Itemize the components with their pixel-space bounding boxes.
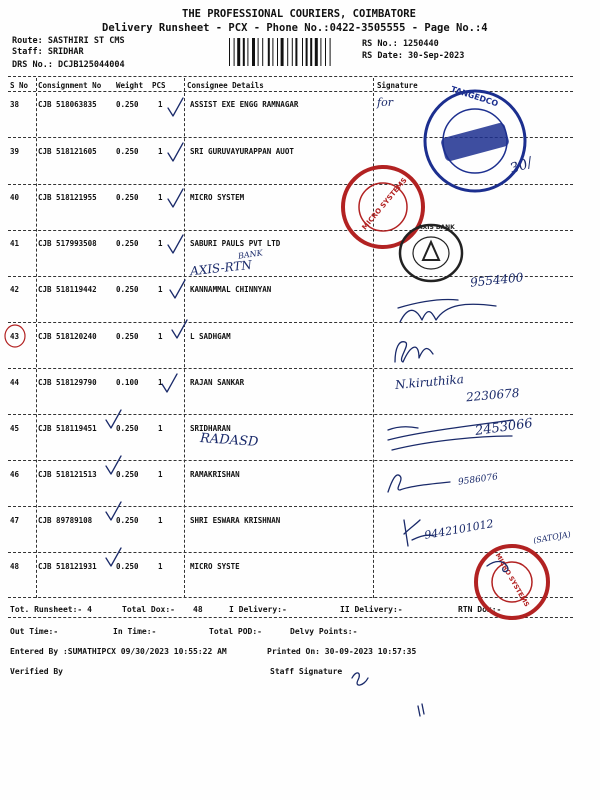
row-weight: 0.100: [116, 378, 139, 387]
total-pod: Total POD:-: [209, 627, 262, 636]
row-consignee: RAMAKRISHAN: [190, 470, 240, 479]
row-weight: 0.250: [116, 562, 139, 571]
staff-signature-label: Staff Signature: [270, 667, 343, 676]
out-time: Out Time:-: [10, 627, 59, 636]
ink-mark-icon: [418, 704, 424, 716]
row-consignee: SRI GURUVAYURAPPAN AUOT: [190, 147, 294, 156]
row-consignment: CJB 89789108: [38, 516, 93, 525]
ii-delivery: II Delivery:-: [340, 605, 403, 614]
handwritten-phone: 9442101012: [423, 517, 495, 542]
row-sno: 38: [10, 100, 20, 109]
row-weight: 0.250: [116, 332, 139, 341]
row-weight: 0.250: [116, 193, 139, 202]
row-consignment: CJB 518120240: [38, 332, 97, 341]
verified-by: Verified By: [10, 667, 63, 676]
row-sno: 40: [10, 193, 20, 202]
row-pcs: 1: [158, 470, 163, 479]
row-sno: 39: [10, 147, 20, 156]
rs-number: RS No.: 1250440: [362, 39, 439, 49]
in-time: In Time:-: [113, 627, 157, 636]
handwritten-note: for: [377, 96, 393, 109]
row-consignment: CJB 517993508: [38, 239, 97, 248]
col-weight: Weight: [116, 81, 144, 90]
tot-runsheet: Tot. Runsheet:- 4: [10, 605, 92, 614]
row-consignment: CJB 518129790: [38, 378, 97, 387]
stamp-text: AXIS BANK: [418, 224, 455, 231]
row-sno: 46: [10, 470, 20, 479]
entered-by: Entered By :SUMATHIPCX 09/30/2023 10:55:22 AM: [10, 647, 227, 656]
row-pcs: 1: [158, 424, 163, 433]
handwritten-name: (SATOJA): [532, 529, 572, 546]
handwritten-name: N.kiruthika: [394, 372, 465, 392]
total-dox-value: 48: [193, 605, 203, 614]
stamp-text: MICRO SYSTEMS: [360, 176, 409, 232]
row-consignment: CJB 518121955: [38, 193, 97, 202]
route-label: Route: SASTHIRI ST CMS: [12, 36, 125, 46]
row-weight: 0.250: [116, 147, 139, 156]
rs-date: RS Date: 30-Sep-2023: [362, 51, 465, 61]
handwritten-axis-rtn: AXIS-RTN: [189, 257, 253, 279]
signature-icon: [388, 420, 513, 450]
checkmark-icon: [106, 410, 121, 428]
checkmark-icon: [168, 235, 183, 253]
handwritten-phone: 9554400: [469, 270, 525, 290]
signature-icon: [395, 342, 433, 362]
checkmark-icon: [106, 502, 121, 520]
row-pcs: 1: [158, 147, 163, 156]
total-dox-label: Total Dox:-: [122, 605, 175, 614]
row-weight: 0.250: [116, 470, 139, 479]
row-weight: 0.250: [116, 424, 139, 433]
handwritten-name: RADASD: [199, 430, 259, 451]
row-pcs: 1: [158, 378, 163, 387]
signature-icon: [487, 562, 508, 572]
row-sno: 48: [10, 562, 20, 571]
stamp-text: TANGEDCO: [449, 84, 500, 109]
staff-signature-icon: [352, 673, 368, 685]
row-weight: 0.250: [116, 239, 139, 248]
col-consignee: Consignee Details: [187, 81, 264, 90]
row-sno: 45: [10, 424, 20, 433]
row-pcs: 1: [158, 100, 163, 109]
col-signature: Signature: [377, 81, 418, 90]
checkmark-icon: [168, 98, 183, 116]
handwritten-bank: BANK: [237, 248, 264, 261]
row-consignment: CJB 518063835: [38, 100, 97, 109]
checkmark-icon: [170, 280, 185, 298]
row-pcs: 1: [158, 193, 163, 202]
circle-mark-icon: [5, 325, 25, 347]
checkmark-icon: [172, 320, 187, 338]
signature-icon: [404, 520, 434, 546]
row-consignment: CJB 518119442: [38, 285, 97, 294]
row-pcs: 1: [158, 239, 163, 248]
row-consignee: SRIDHARAN: [190, 424, 231, 433]
row-weight: 0.250: [116, 100, 139, 109]
row-consignee: MICRO SYSTEM: [190, 193, 245, 202]
signature-icon: [398, 299, 496, 322]
row-consignee: RAJAN SANKAR: [190, 378, 245, 387]
delvy-points: Delvy Points:-: [290, 627, 358, 636]
col-consignment: Consignment No: [38, 81, 102, 90]
row-consignment: CJB 518121605: [38, 147, 97, 156]
drs-number: DRS No.: DCJB125044004: [12, 60, 125, 70]
company-name: THE PROFESSIONAL COURIERS, COIMBATORE: [182, 8, 416, 20]
row-consignee: MICRO SYSTE: [190, 562, 240, 571]
staff-label: Staff: SRIDHAR: [12, 47, 84, 57]
checkmark-icon: [168, 143, 183, 161]
printed-on: Printed On: 30-09-2023 10:57:35: [267, 647, 417, 656]
row-sno: 44: [10, 378, 20, 387]
handwritten-phone: 9586076: [457, 472, 499, 488]
row-weight: 0.250: [116, 285, 139, 294]
row-pcs: 1: [158, 332, 163, 341]
row-sno: 43: [10, 332, 20, 341]
stamp-text: MICRO SYSTEMS: [493, 551, 531, 609]
signature-icon: [388, 475, 450, 492]
row-sno: 47: [10, 516, 20, 525]
row-pcs: 1: [158, 562, 163, 571]
row-consignee: SABURI PAULS PVT LTD: [190, 239, 281, 248]
row-consignment: CJB 518121513: [38, 470, 97, 479]
row-consignment: CJB 518121931: [38, 562, 97, 571]
rtn-dox: RTN Dox:-: [458, 605, 502, 614]
row-consignee: L SADHGAM: [190, 332, 231, 341]
checkmark-icon: [106, 548, 121, 566]
row-sno: 41: [10, 239, 20, 248]
row-weight: 0.250: [116, 516, 139, 525]
row-consignment: CJB 518119451: [38, 424, 97, 433]
handwritten-date: 30/: [507, 154, 535, 178]
row-pcs: 1: [158, 285, 163, 294]
col-pcs: PCS: [152, 81, 166, 90]
checkmark-icon: [106, 456, 121, 474]
row-pcs: 1: [158, 516, 163, 525]
checkmark-icon: [168, 189, 183, 207]
row-consignee: SHRI ESWARA KRISHNAN: [190, 516, 281, 525]
runsheet-title: Delivery Runsheet - PCX - Phone No.:0422-3505555 - Page No.:4: [102, 22, 488, 34]
row-consignee: ASSIST EXE ENGG RAMNAGAR: [190, 100, 299, 109]
handwritten-phone: 2453066: [474, 416, 534, 439]
checkmark-icon: [162, 374, 177, 392]
i-delivery: I Delivery:-: [229, 605, 287, 614]
col-sno: S No: [10, 81, 29, 90]
handwritten-phone: 2230678: [465, 385, 520, 405]
row-sno: 42: [10, 285, 20, 294]
row-consignee: KANNAMMAL CHINNYAN: [190, 285, 272, 294]
